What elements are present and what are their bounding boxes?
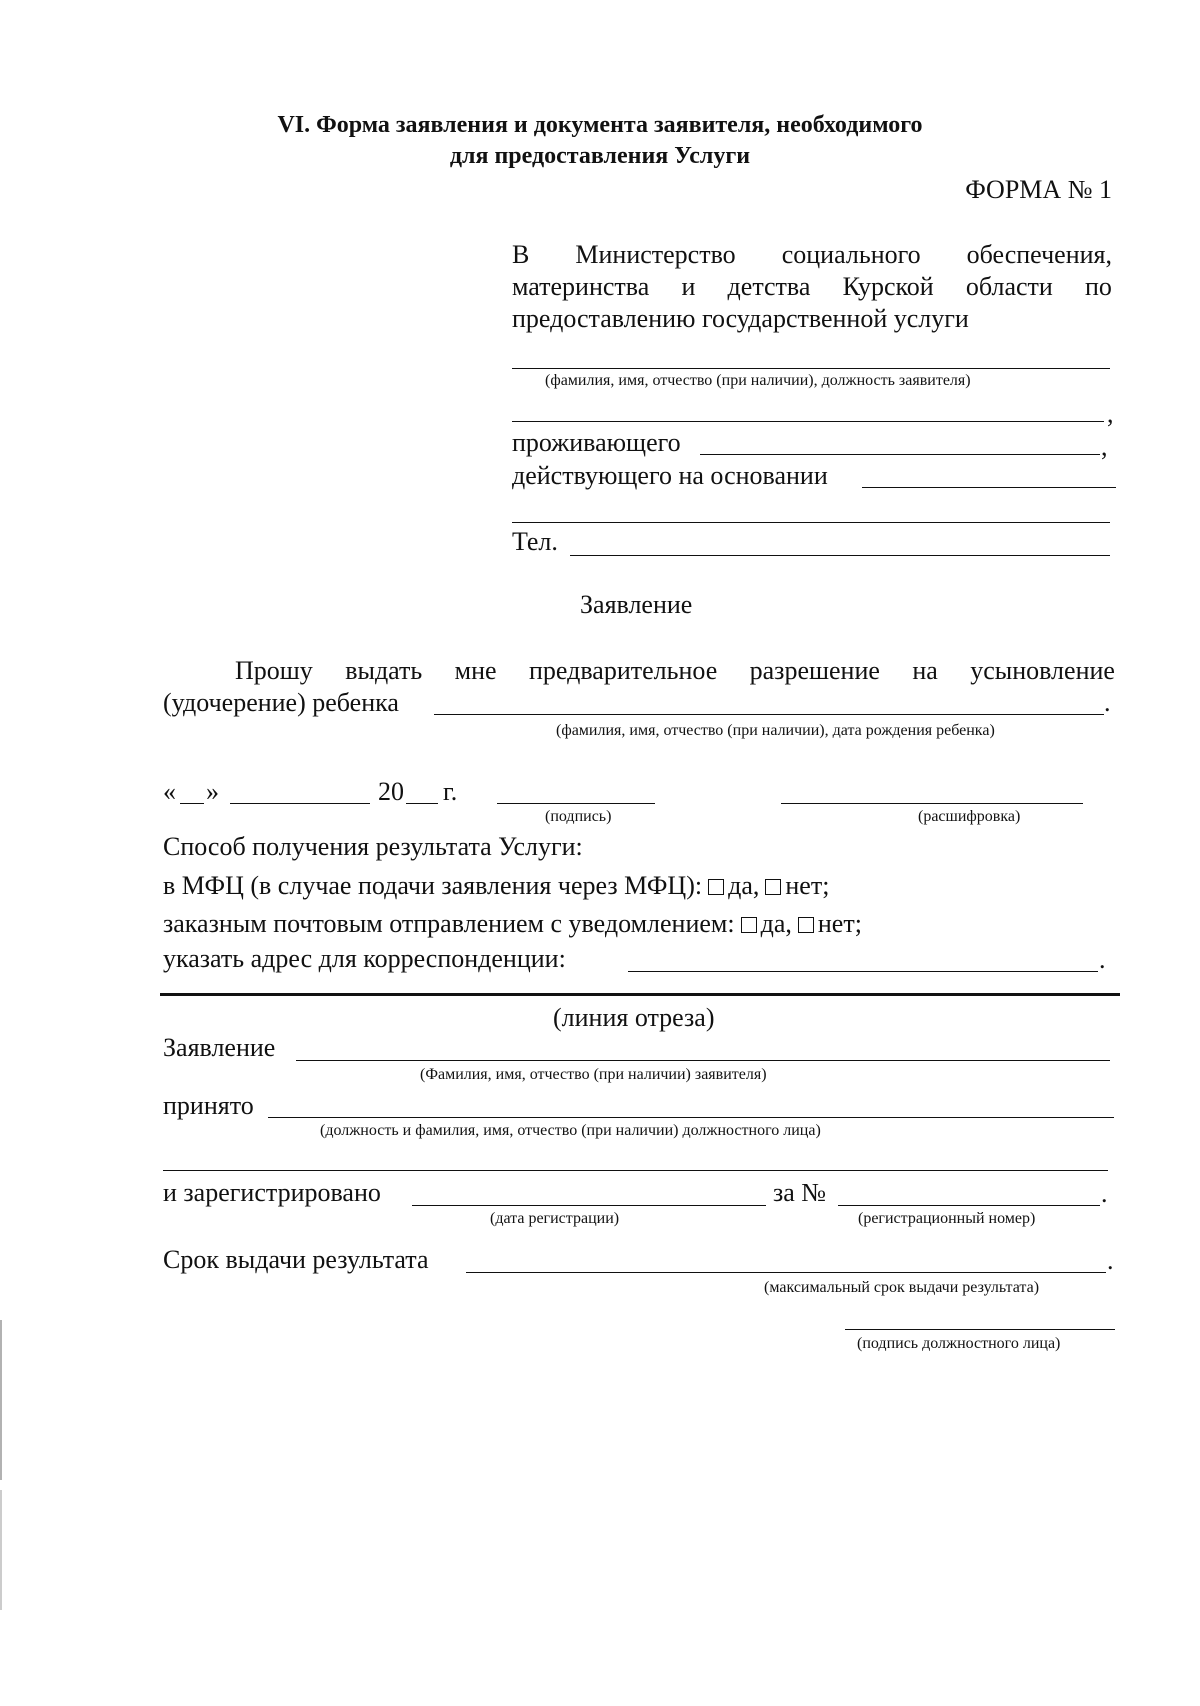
receipt-applicant-caption: (Фамилия, имя, отчество (при наличии) заявителя) (420, 1066, 767, 1083)
mfc-no-checkbox[interactable] (765, 879, 781, 895)
receipt-statement-label: Заявление (163, 1033, 276, 1062)
comma-2: , (1101, 432, 1108, 461)
quote-open: « (163, 777, 176, 806)
decoding-caption: (расшифровка) (918, 808, 1021, 825)
mail-yes-label: да, (760, 909, 792, 938)
addressee-line1: В Министерство социального обеспечения, (512, 240, 1112, 269)
registered-label: и зарегистрировано (163, 1178, 381, 1207)
acting-basis-label: действующего на основании (512, 461, 828, 490)
residing-address-field[interactable] (700, 454, 1100, 455)
year-suffix: г. (443, 777, 458, 806)
tel-field[interactable] (570, 555, 1110, 556)
official-signature-field[interactable] (845, 1329, 1115, 1330)
quote-close: » (206, 777, 219, 806)
decoding-field[interactable] (781, 803, 1083, 804)
signature-caption: (подпись) (545, 808, 612, 825)
applicant-name-field-2[interactable] (512, 421, 1104, 422)
address-period: . (1099, 945, 1106, 974)
result-method-title: Способ получения результата Услуги: (163, 832, 583, 861)
acting-basis-field-2[interactable] (512, 522, 1110, 523)
form-heading-line1: VI. Форма заявления и документа заявителя, необходимого (277, 112, 923, 138)
mail-yes-checkbox[interactable] (741, 917, 757, 933)
reg-number-field[interactable] (838, 1205, 1100, 1206)
mfc-label: в МФЦ (в случае подачи заявления через МФЦ): (163, 871, 703, 900)
official-caption: (должность и фамилия, имя, отчество (при наличии) должностного лица) (320, 1122, 821, 1139)
year-field[interactable] (406, 803, 438, 804)
request-line2-label: (удочерение) ребенка (163, 688, 399, 717)
addressee-line2: материнства и детства Курской области по (512, 272, 1112, 301)
deadline-field[interactable] (466, 1272, 1106, 1273)
child-details-field[interactable] (434, 714, 1104, 715)
reg-number-caption: (регистрационный номер) (858, 1210, 1036, 1227)
year-prefix: 20 (378, 777, 404, 806)
signature-field[interactable] (497, 803, 655, 804)
official-field[interactable] (268, 1117, 1114, 1118)
accepted-label: принято (163, 1091, 254, 1120)
mail-no-label: нет; (817, 909, 862, 938)
address-label: указать адрес для корреспонденции: (163, 944, 566, 973)
acting-basis-field[interactable] (862, 487, 1116, 488)
receipt-applicant-field[interactable] (296, 1060, 1110, 1061)
scan-edge-mark (0, 1490, 2, 1610)
mfc-yes-checkbox[interactable] (708, 879, 724, 895)
registered-period: . (1101, 1179, 1108, 1208)
mail-option-row (163, 909, 862, 939)
day-field[interactable] (180, 803, 204, 804)
reg-date-field[interactable] (412, 1205, 766, 1206)
statement-title: Заявление (580, 590, 693, 619)
mfc-option-row (163, 871, 829, 901)
residing-label: проживающего (512, 428, 681, 457)
tel-label: Тел. (512, 527, 558, 556)
form-number: ФОРМА № 1 (965, 175, 1112, 204)
cut-line-label: (линия отреза) (553, 1003, 715, 1032)
reg-date-caption: (дата регистрации) (490, 1210, 620, 1227)
mfc-no-label: нет; (785, 871, 830, 900)
form-heading-line2: для предоставления Услуги (449, 143, 751, 169)
request-period: . (1104, 688, 1111, 717)
applicant-name-field[interactable] (512, 368, 1110, 369)
mfc-yes-label: да, (728, 871, 760, 900)
request-line1: Прошу выдать мне предварительное разрешение на усыновление (235, 656, 1115, 685)
official-signature-caption: (подпись должностного лица) (857, 1335, 1061, 1352)
applicant-caption: (фамилия, имя, отчество (при наличии), должность заявителя) (545, 372, 971, 389)
official-field-2[interactable] (163, 1170, 1108, 1171)
correspondence-address-field[interactable] (628, 971, 1098, 972)
child-caption: (фамилия, имя, отчество (при наличии), дата рождения ребенка) (556, 722, 995, 739)
addressee-line3: предоставлению государственной услуги (512, 304, 969, 333)
number-label: за № (773, 1178, 827, 1207)
deadline-period: . (1107, 1246, 1114, 1275)
deadline-caption: (максимальный срок выдачи результата) (764, 1279, 1040, 1296)
deadline-label: Срок выдачи результата (163, 1245, 429, 1274)
scan-edge-mark (0, 1320, 2, 1480)
mail-label: заказным почтовым отправлением с уведомлением: (163, 909, 735, 938)
comma-1: , (1107, 399, 1114, 428)
mail-no-checkbox[interactable] (798, 917, 814, 933)
month-field[interactable] (230, 803, 370, 804)
cut-line (160, 993, 1120, 996)
